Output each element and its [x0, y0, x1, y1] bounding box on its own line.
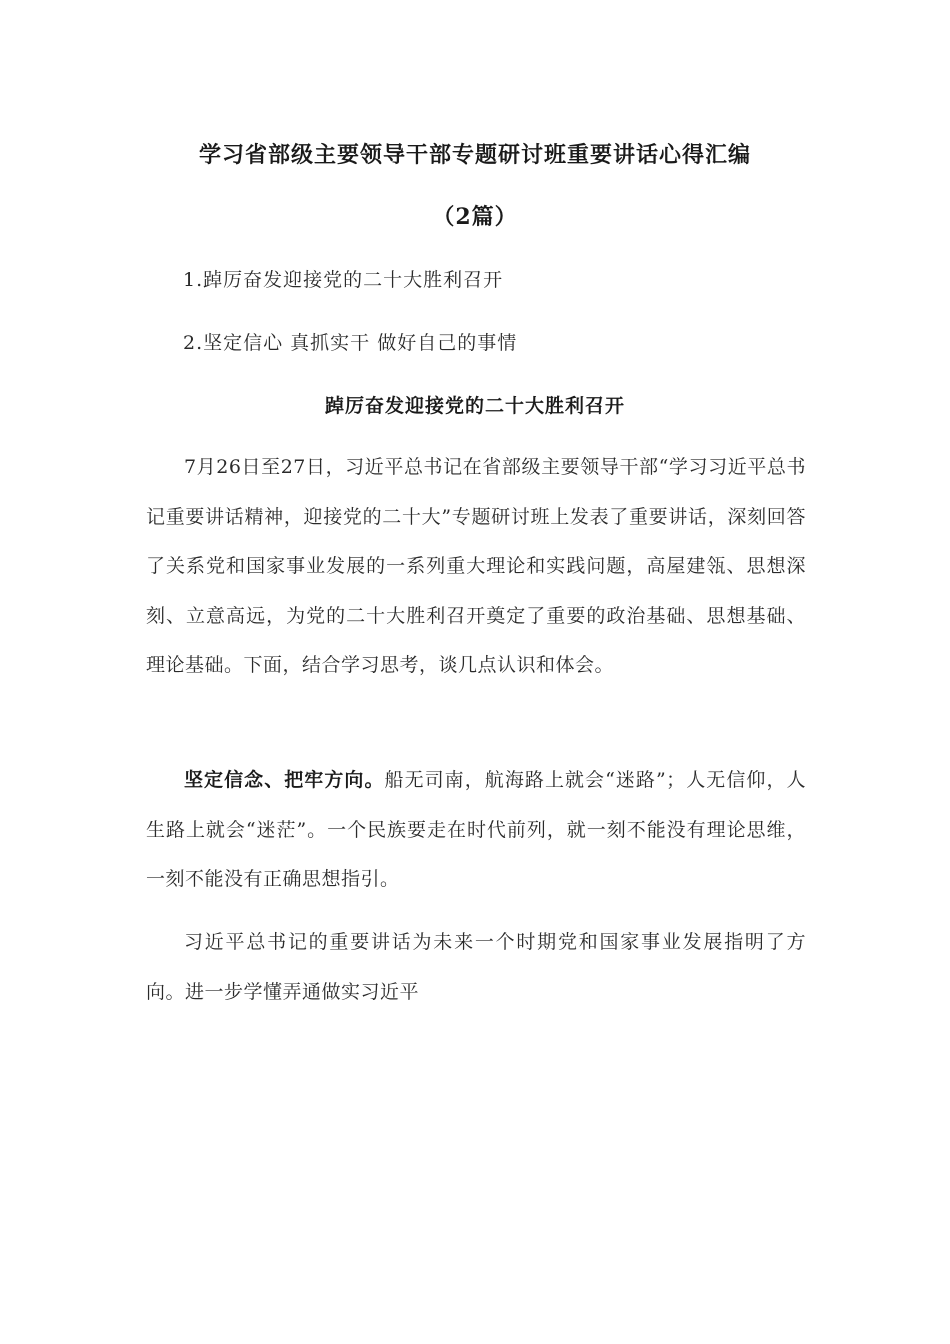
paragraph-lead-bold: 坚定信念、把牢方向。	[184, 769, 385, 791]
paragraph-firm-belief	[146, 756, 806, 905]
paragraph-direction: 习近平总书记的重要讲话为未来一个时期党和国家事业发展指明了方向。进一步学懂弄通做实习近平	[146, 931, 806, 1003]
paragraph-body: 船无司南，航海路上就会“迷路”；人无信仰，人生路上就会“迷茫”。一个民族要走在时代前列，就一刻不能没有理论思维，一刻不能没有正确思想指引。	[146, 769, 806, 891]
document-subtitle: （2篇）	[432, 204, 518, 230]
toc-item-1: 1.踔厉奋发迎接党的二十大胜利召开	[183, 269, 504, 291]
paragraph-intro: 7月26日至27日，习近平总书记在省部级主要领导干部“学习习近平总书记重要讲话精神，迎接党的二十大”专题研讨班上发表了重要讲话，深刻回答了关系党和国家事业发展的一系列重大理论和实践问题，高屋建瓴、思想深刻、立意高远，为党的二十大胜利召开奠定了重要的政治基础、思想基础、理论基础。下面，结合学习思考，谈几点认识和体会。	[146, 456, 806, 677]
section-heading: 踔厉奋发迎接党的二十大胜利召开	[324, 395, 625, 417]
toc-item-2: 2.坚定信心 真抓实干 做好自己的事情	[183, 332, 518, 354]
document-title: 学习省部级主要领导干部专题研讨班重要讲话心得汇编	[198, 142, 751, 168]
